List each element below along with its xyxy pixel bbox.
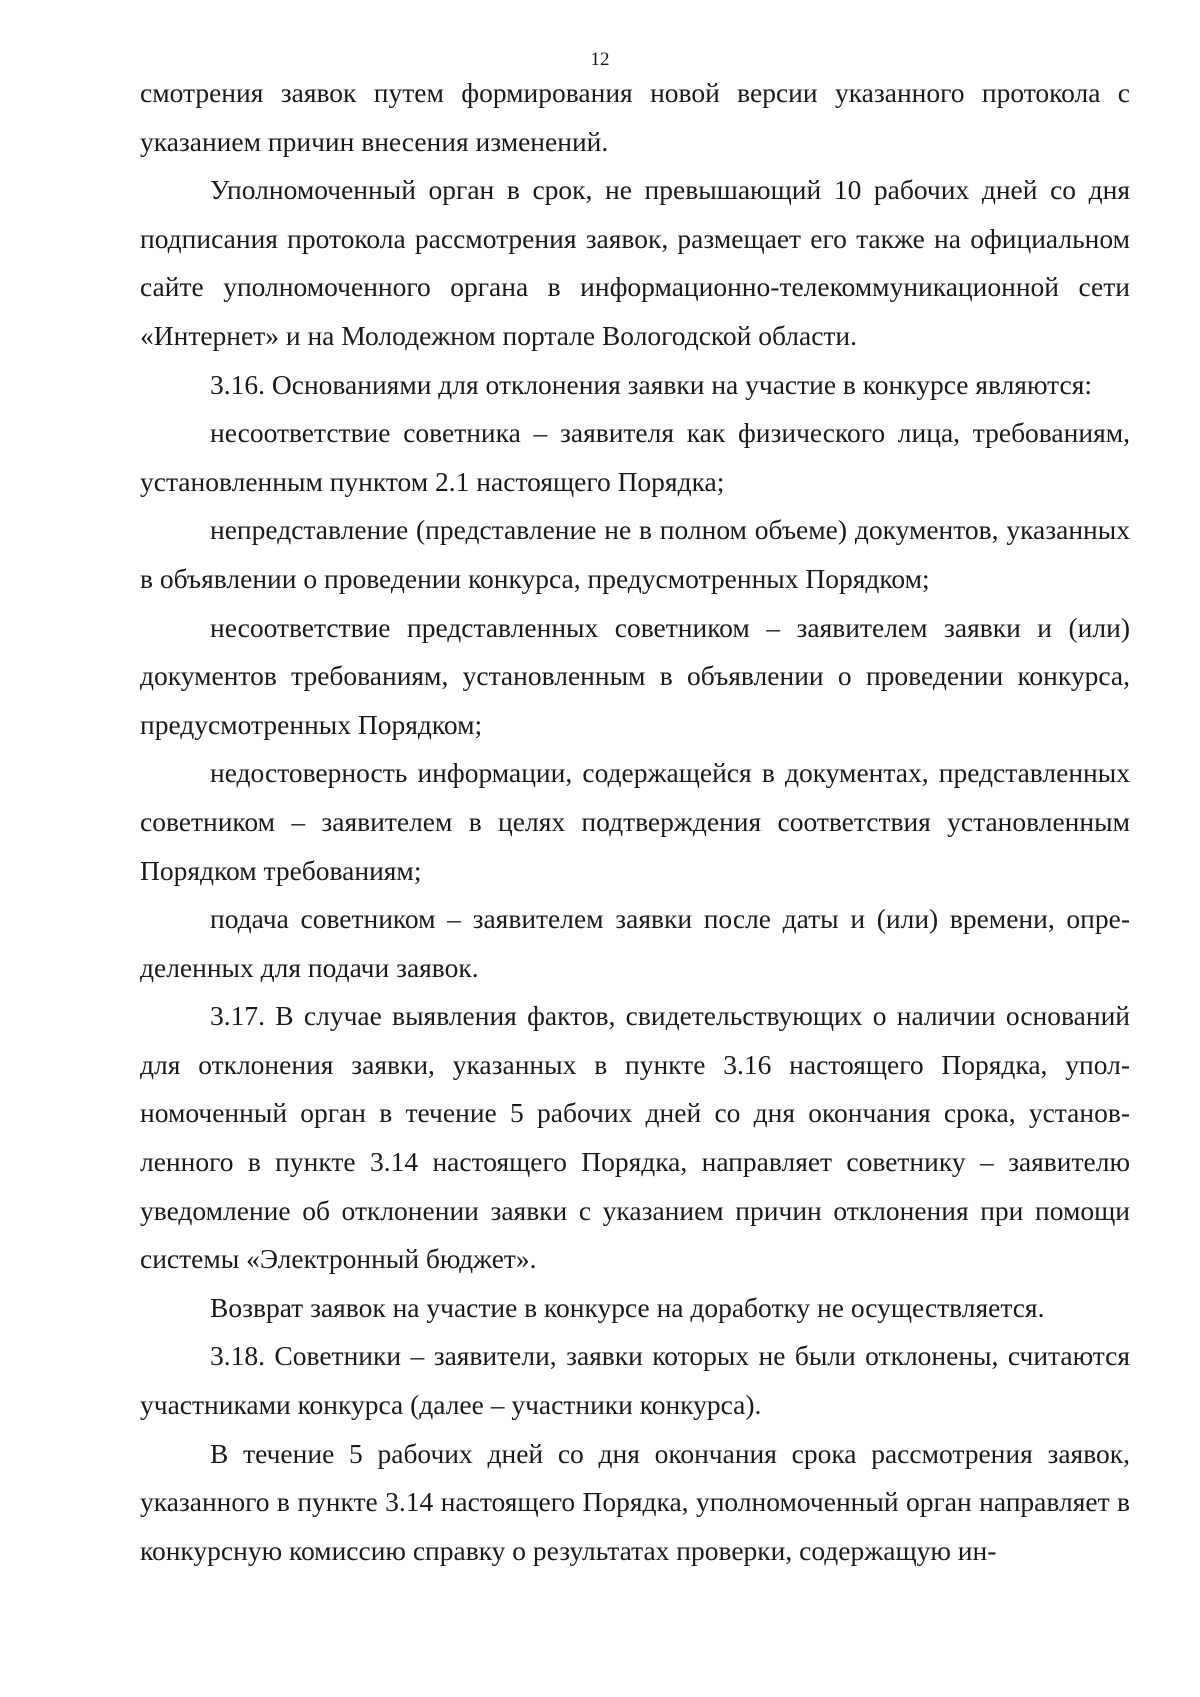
list-item: недостоверность информации, содержащейся в документах, представленных советником – заявителем в целях подтверждения соответствия установленным Порядком требованиям; <box>140 757 1130 886</box>
list-item: подача советником – заявителем заявки после даты и (или) времени, определенных для подачи заявок. <box>140 903 1130 983</box>
paragraph: В течение 5 рабочих дней со дня окончания срока рассмотрения заявок, указанного в пункте 3.14 настоящего Порядка, уполномоченный орган направляет в конкурсную комиссию справку о результатах проверки, содержащую ин- <box>140 1437 1130 1566</box>
paragraph-section-3-16: 3.16. Основаниями для отклонения заявки на участие в конкурсе являются: <box>210 368 1092 400</box>
paragraph-continuation: смотрения заявок путем формирования новой версии указанного протокола с указанием причин внесения изменений. <box>140 77 1130 157</box>
page-number: 12 <box>590 49 610 70</box>
list-item: несоответствие советника – заявителя как физического лица, требованиям, установленным пунктом 2.1 настоящего Порядка; <box>140 417 1130 497</box>
paragraph-section-3-17: 3.17. В случае выявления фактов, свидетельствующих о наличии оснований для отклонения заявки, указанных в пункте 3.16 настоящего Порядка, уполномоченный орган в течение 5 рабочих дней со дня окончания срока, установленного в пункте 3.14 настоящего Порядка, направляет советнику – заявителю уведомление об отклонении заявки с указанием причин отклонения при помощи системы «Электронный бюджет». <box>140 1000 1130 1275</box>
paragraph: Возврат заявок на участие в конкурсе на доработку не осуществляется. <box>210 1291 1045 1323</box>
list-item: непредставление (представление не в полном объеме) документов, указанных в объявлении о проведении конкурса, предусмотренных Порядком; <box>140 514 1130 594</box>
document-body <box>140 69 1130 1575</box>
paragraph-section-3-18: 3.18. Советники – заявители, заявки которых не были отклонены, считаются участниками конкурса (далее – участники конкурса). <box>140 1340 1130 1421</box>
list-item: несоответствие представленных советником – заявителем заявки и (или) документов требованиям, установленным в объявлении о проведении конкурса, предусмотренных Порядком; <box>140 611 1130 740</box>
paragraph: Уполномоченный орган в срок, не превышающий 10 рабочих дней со дня подписания протокола рассмотрения заявок, размещает его также на официальном сайте уполномоченного органа в информационно-телекоммуникационной сети «Интернет» и на Молодежном портале Вологодской области. <box>140 174 1130 351</box>
